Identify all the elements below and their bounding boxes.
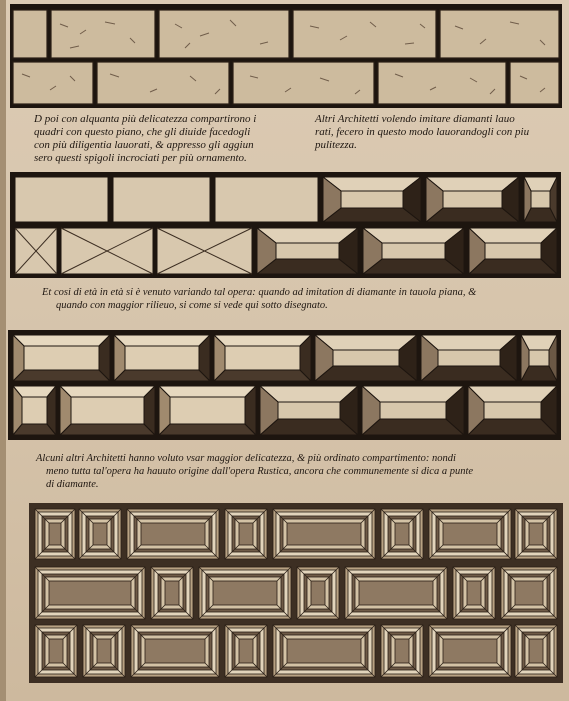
ornate-panel <box>501 567 557 619</box>
ornate-panel <box>515 625 557 677</box>
page-edge <box>0 0 6 701</box>
caption-lower-line: Alcuni altri Architetti hanno voluto vsar maggior delicatezza, & più ordinato compartimento: nondi <box>36 453 456 464</box>
ornate-panel <box>225 509 267 559</box>
caption-lower-line: di diamante. <box>46 479 99 490</box>
ornate-panel <box>83 625 125 677</box>
caption-right-line: Altri Architetti volendo imitare diamanti lauo <box>315 113 515 125</box>
ornate-panel <box>151 567 193 619</box>
caption-right <box>315 113 565 152</box>
raised-diamonds-drawing <box>8 330 561 440</box>
caption-right-line: rati, fecero in questo modo lauorandogli con piu <box>315 126 530 138</box>
ornate-panel <box>127 509 219 559</box>
ornate-panel <box>381 625 423 677</box>
flat-and-diamond-drawing <box>10 172 561 278</box>
ornate-panel <box>453 567 495 619</box>
ornate-panel <box>225 625 267 677</box>
caption-left-line: quadri con questo piano, che gli diuide facedogli <box>34 126 251 138</box>
ornate-panel <box>381 509 423 559</box>
ornate-compartments-drawing <box>29 503 563 683</box>
ornate-panel <box>429 509 511 559</box>
figure-flat-and-diamond <box>10 172 561 278</box>
ornate-panel <box>297 567 339 619</box>
ornate-panel <box>515 509 557 559</box>
ornate-panel <box>35 509 75 559</box>
caption-middle-line: quando con maggior rilieuo, si come si vede qui sotto disegnato. <box>56 300 328 311</box>
caption-left <box>34 113 306 165</box>
caption-left-line: D poi con alquanta più delicatezza compartirono i <box>34 113 257 125</box>
ornate-panel <box>131 625 219 677</box>
figure-ornate-compartments <box>29 503 563 683</box>
caption-middle-line: Et cosi di età in età si è venuto variando tal opera: quando ad imitation di diamante in tauola piana, & <box>42 287 477 298</box>
caption-left-line: con più diligentia lauorati, & appresso gli aggiun <box>34 139 254 151</box>
ornate-panel <box>273 625 375 677</box>
rustic-stones-drawing <box>10 4 562 108</box>
caption-middle <box>42 286 567 312</box>
figure-rustic-stones <box>10 4 562 108</box>
ornate-panel <box>79 509 121 559</box>
caption-lower <box>36 452 567 491</box>
ornate-panel <box>429 625 511 677</box>
caption-left-line: sero questi spigoli incrociati per più ornamento. <box>34 152 247 164</box>
ornate-panel <box>35 567 145 619</box>
figure-raised-diamonds <box>8 330 561 440</box>
caption-lower-line: meno tutta tal'opera ha hauuto origine dall'opera Rustica, ancora che communemente si dica a punte <box>46 466 474 477</box>
ornate-panel <box>199 567 291 619</box>
ornate-panel <box>273 509 375 559</box>
ornate-panel <box>345 567 447 619</box>
caption-right-line: pulitezza. <box>315 139 357 151</box>
ornate-panel <box>35 625 77 677</box>
